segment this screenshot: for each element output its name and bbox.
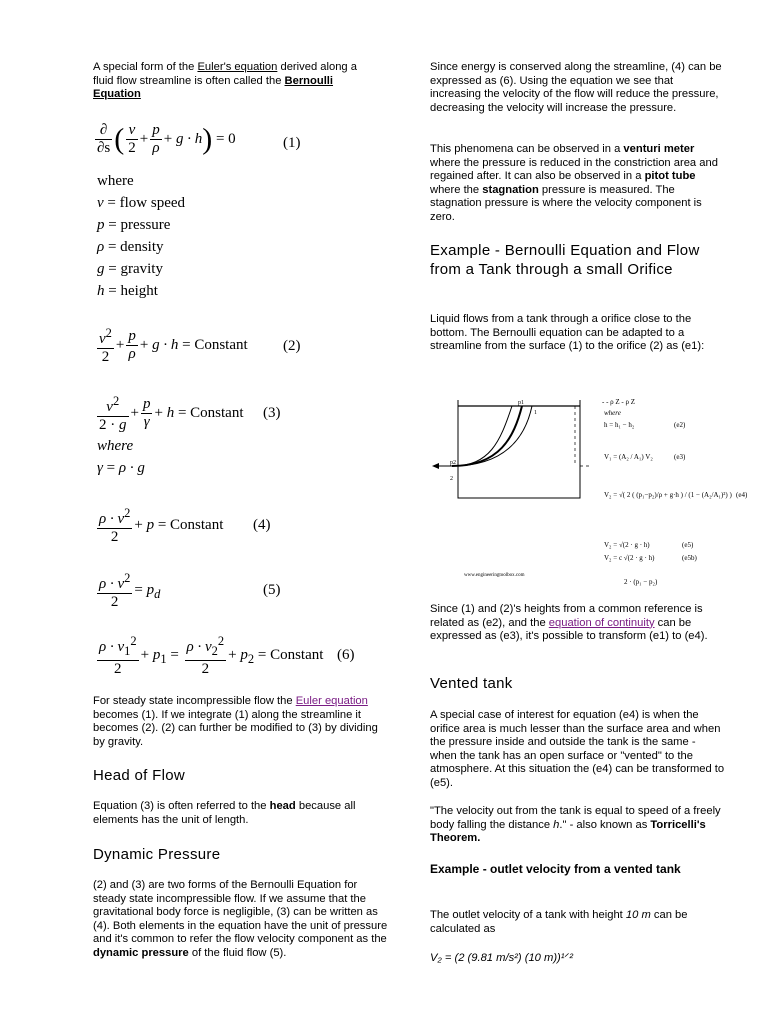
def-p: p = pressure	[97, 217, 171, 233]
equation-1-number: (1)	[283, 135, 301, 151]
outlet-paragraph: The outlet velocity of a tank with height 10 m can be calculated as	[430, 909, 688, 935]
svg-text:- - ρ Z - ρ Z: - - ρ Z - ρ Z	[602, 398, 636, 406]
orifice-paragraph: Liquid flows from a tank through a orifice close to the bottom. The Bernoulli equation can be adapted to a streamline from the surface (1) to the orifice (2) as (e1):	[430, 313, 705, 352]
equation-6: $\frac{\rho \cdot v_1^2}{2}$ + $p_1$ = $\frac{\rho \cdot v_2^2}{2}$ + $p_2$ = Constant	[99, 634, 324, 677]
equation-6-number: (6)	[337, 647, 355, 663]
equation-4-number: (4)	[253, 517, 271, 533]
label-e5: (e5)	[682, 541, 694, 549]
svg-text:h = h₁ − h₂: h = h₁ − h₂	[604, 421, 635, 429]
heading-outlet-velocity: Example - outlet velocity from a vented tank	[430, 862, 681, 876]
svg-text:V₁ = (A₂ / A₁) V₂: V₁ = (A₂ / A₁) V₂	[604, 453, 653, 461]
heading-head-of-flow: Head of Flow	[93, 767, 185, 784]
label-2: 2	[450, 476, 453, 482]
equation-3: $\frac{v^2}{2 \cdot g}$ + $\frac{p}{\gamma}$ + h = Constant	[99, 394, 244, 433]
label-e2: (e2)	[674, 421, 686, 429]
equation-5: $\frac{\rho \cdot v^2}{2}$ = $p_d$	[99, 571, 161, 610]
variable-definitions	[97, 170, 185, 302]
svg-text:2 · (p₁ − p₂): 2 · (p₁ − p₂)	[624, 578, 658, 586]
diagram-where: where	[604, 409, 621, 417]
watermark: www.engineeringtoolbox.com	[464, 573, 525, 578]
continuity-paragraph: Since (1) and (2)'s heights from a common reference is related as (e2), and the equation of continuity can be expressed as (e3), it's possible to transform (e1) to (e4).	[430, 603, 708, 642]
heading-vented-tank: Vented tank	[430, 675, 513, 692]
bernoulli-term: Bernoulli Equation	[93, 74, 334, 100]
euler-equation-link-2[interactable]: Euler equation	[295, 695, 368, 707]
heading-example-orifice: Example - Bernoulli Equation and Flow from a Tank through a small Orifice	[430, 242, 700, 278]
tank-orifice-diagram	[430, 392, 755, 590]
streamline-1	[452, 406, 512, 466]
def-g: g = gravity	[97, 261, 163, 277]
equation-4: $\frac{\rho \cdot v^2}{2}$ + p = Constant	[99, 506, 224, 545]
gamma-definition: γ = ρ · g	[97, 460, 145, 476]
def-h: h = height	[97, 283, 158, 299]
equation-1: $\frac{\partial}{\partial s}$ ( $\frac{v}{2}$ + $\frac{p}{\rho}$ + g · h) = 0	[97, 122, 236, 156]
label-1: 1	[534, 410, 537, 416]
equation-3-where: where	[97, 438, 134, 454]
label-e4: (e4)	[736, 491, 748, 499]
equation-5-number: (5)	[263, 582, 281, 598]
energy-paragraph: Since energy is conserved along the streamline, (4) can be expressed as (6). Using the equation we see that increasing the velocity of the flow will reduce the pressure, decreasing the velocity will increase the pressure.	[430, 61, 722, 114]
equation-3-number: (3)	[263, 405, 281, 421]
euler-paragraph: For steady state incompressible flow the Euler equation becomes (1). If we integrate (1) along the streamline it becomes (2). (2) can further be modified to (3) by dividing by gravity.	[93, 695, 378, 748]
svg-text:V₂ = √( 2 ( (p₁−p₂)/ρ + g·h ): V₂ = √( 2 ( (p₁−p₂)/ρ + g·h ) / (1 − (A₂/A₁)²) )	[604, 491, 732, 499]
where-label: where	[97, 173, 134, 189]
svg-text:V₂ = √(2 · g · h): V₂ = √(2 · g · h)	[604, 541, 650, 549]
intro-text-mid: derived along a fluid flow streamline is often called the	[93, 61, 357, 87]
label-p1: p1	[518, 400, 524, 406]
def-v: v = flow speed	[97, 195, 186, 211]
label-e5b: (e5b)	[682, 554, 697, 562]
intro-paragraph	[93, 61, 378, 102]
euler-equation-link[interactable]: Euler's equation	[197, 61, 278, 73]
outlet-formula: V₂ = (2 (9.81 m/s²) (10 m))¹ᐟ²	[430, 952, 573, 964]
label-p2: p2	[450, 460, 456, 466]
streamline-2	[452, 406, 522, 466]
intro-text: A special form of the	[93, 61, 198, 73]
def-rho: ρ = density	[97, 239, 164, 255]
head-paragraph: Equation (3) is often referred to the head because all elements has the unit of length.	[93, 800, 356, 826]
outlet-arrow-icon	[432, 463, 439, 469]
dynamic-pressure-paragraph: (2) and (3) are two forms of the Bernoulli Equation for steady state incompressible flow. If we assume that the gravitational body force is negligible, (3) can be written as (4). Both elements in the equation have the unit of pressure and it's common to refer the flow velocity component as the dynamic pressure of the fluid flow (5).	[93, 879, 388, 959]
equation-of-continuity-link[interactable]: equation of continuity	[548, 616, 655, 629]
equation-2-number: (2)	[283, 338, 301, 354]
svg-text:V₂ = c √(2 · g · h): V₂ = c √(2 · g · h)	[604, 554, 655, 562]
torricelli-paragraph: "The velocity out from the tank is equal to speed of a freely body falling the distance h." - also known as Torricelli's Theorem.	[430, 805, 721, 844]
phenomena-paragraph: This phenomena can be observed in a venturi meter where the pressure is reduced in the constriction area and regained after. It can also be observed in a pitot tube where the stagnation pressure is measured. The stagnation pressure is where the velocity component is zero.	[430, 143, 718, 223]
equation-2: $\frac{v^2}{2}$ + $\frac{p}{\rho}$ + g · h = Constant	[99, 326, 248, 365]
label-e3: (e3)	[674, 453, 686, 461]
vented-paragraph: A special case of interest for equation (e4) is when the orifice area is much lesser than the surface area and when the pressure inside and outside the tank is the same - when the tank has an open surface or "vented" to the atmosphere. At this situation the (e4) can be transformed to (e5).	[430, 709, 725, 789]
heading-dynamic-pressure: Dynamic Pressure	[93, 846, 221, 863]
